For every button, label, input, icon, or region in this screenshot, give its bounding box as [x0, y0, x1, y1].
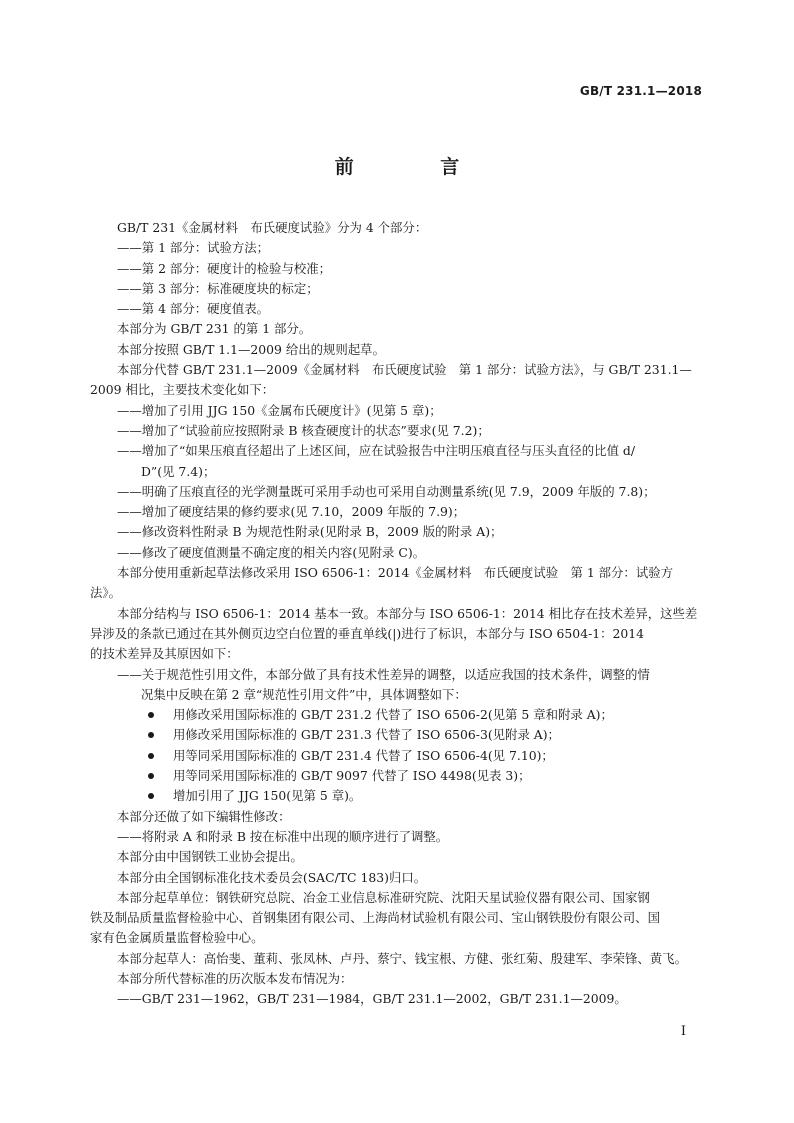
text-line: ——增加了“如果压痕直径超出了上述区间，应在试验报告中注明压痕直径与压头直径的比值 d/: [117, 443, 636, 459]
document-body: [90, 218, 706, 1010]
text-line: ——修改资料性附录 B 为规范性附录(见附录 B，2009 版的附录 A)；: [117, 524, 503, 540]
text-line: 况集中反映在第 2 章“规范性引用文件”中，具体调整如下：: [141, 686, 467, 702]
bullet-item: [90, 725, 706, 745]
text-line: ——增加了引用 JJG 150《金属布氏硬度计》(见第 5 章)；: [117, 402, 442, 418]
bullet-dot-icon: [148, 753, 154, 759]
text-line: GB/T 231《金属材料 布氏硬度试验》分为 4 个部分：: [117, 220, 428, 235]
page-number: I: [680, 1024, 686, 1039]
bullet-item: [90, 705, 706, 725]
text-line: 家有色金属质量监督检验中心。: [90, 930, 264, 946]
text-line: 本部分还做了如下编辑性修改：: [117, 808, 291, 824]
text-line: ——第 1 部分：试验方法；: [117, 240, 270, 256]
page-title: 前 言: [334, 156, 500, 178]
text-line: 本部分按照 GB/T 1.1—2009 给出的规则起草。: [117, 341, 385, 357]
bullet-item: [90, 766, 706, 786]
text-line: ——第 2 部分：硬度计的检验与校准；: [117, 260, 332, 276]
text-line: 本部分结构与 ISO 6506-1：2014 基本一致。本部分与 ISO 6506-1：2014 相比存在技术差异，这些差: [117, 605, 698, 621]
bullet-text: 用等同采用国际标准的 GB/T 9097 代替了 ISO 4498(见表 3)；: [173, 768, 531, 784]
text-line: ——将附录 A 和附录 B 按在标准中出现的顺序进行了调整。: [117, 828, 449, 844]
bullet-item: [90, 746, 706, 766]
bullet-text: 用修改采用国际标准的 GB/T 231.3 代替了 ISO 6506-3(见附录 A)；: [173, 727, 560, 743]
text-line: 的技术差异及其原因如下：: [90, 646, 239, 662]
text-line: 2009 相比，主要技术变化如下：: [90, 382, 275, 398]
text-line: ——第 4 部分：硬度值表。: [117, 301, 270, 317]
text-line: 铁及制品质量监督检验中心、首钢集团有限公司、上海尚材试验机有限公司、宝山钢铁股份有限公司、国: [90, 910, 660, 926]
text-line: 法》。: [90, 585, 121, 601]
text-line: ——修改了硬度值测量不确定度的相关内容(见附录 C)。: [117, 544, 426, 560]
text-line: 本部分由中国钢铁工业协会提出。: [117, 849, 303, 865]
text-line: 本部分起草人：高怡斐、董莉、张凤林、卢丹、蔡宁、钱宝根、方健、张红菊、殷建军、李荣锋、黄飞。: [117, 950, 687, 966]
text-line: ——增加了硬度结果的修约要求(见 7.10，2009 年版的 7.9)；: [117, 504, 466, 520]
standard-code: GB/T 231.1—2018: [579, 84, 702, 98]
text-line: 异涉及的条款已通过在其外侧页边空白位置的垂直单线(|)进行了标识，本部分与 ISO 6504-1：2014: [90, 625, 645, 641]
text-line: D”(见 7.4)；: [141, 463, 216, 479]
text-line: 本部分为 GB/T 231 的第 1 部分。: [117, 321, 312, 337]
bullet-text: 用等同采用国际标准的 GB/T 231.4 代替了 ISO 6506-4(见 7.10)；: [173, 747, 554, 763]
text-line: ——增加了“试验前应按照附录 B 核查硬度计的状态”要求(见 7.2)；: [117, 422, 490, 438]
text-line: ——关于规范性引用文件，本部分做了具有技术性差异的调整，以适应我国的技术条件，调整的情: [117, 666, 650, 682]
text-line: ——GB/T 231—1962，GB/T 231—1984，GB/T 231.1—2002，GB/T 231.1—2009。: [117, 991, 627, 1007]
text-line: ——明确了压痕直径的光学测量既可采用手动也可采用自动测量系统(见 7.9，2009 年版的 7.8)；: [117, 483, 656, 499]
text-line: 本部分所代替标准的历次版本发布情况为：: [117, 970, 353, 986]
text-line: 本部分起草单位：钢铁研究总院、冶金工业信息标准研究院、沈阳天星试验仪器有限公司、国家钢: [117, 889, 650, 905]
bullet-dot-icon: [148, 773, 154, 779]
text-line: 本部分代替 GB/T 231.1—2009《金属材料 布氏硬度试验 第 1 部分：试验方法》，与 GB/T 231.1—: [117, 362, 692, 378]
bullet-text: 用修改采用国际标准的 GB/T 231.2 代替了 ISO 6506-2(见第 5 章和附录 A)；: [173, 707, 613, 723]
text-line: 本部分由全国钢标准化技术委员会(SAC/TC 183)归口。: [117, 869, 427, 885]
text-line: 本部分使用重新起草法修改采用 ISO 6506-1：2014《金属材料 布氏硬度试验 第 1 部分：试验方: [117, 565, 673, 581]
text-line: ——第 3 部分：标准硬度块的标定；: [117, 280, 319, 296]
bullet-text: 增加引用了 JJG 150(见第 5 章)。: [173, 788, 362, 804]
bullet-item: [90, 786, 706, 806]
